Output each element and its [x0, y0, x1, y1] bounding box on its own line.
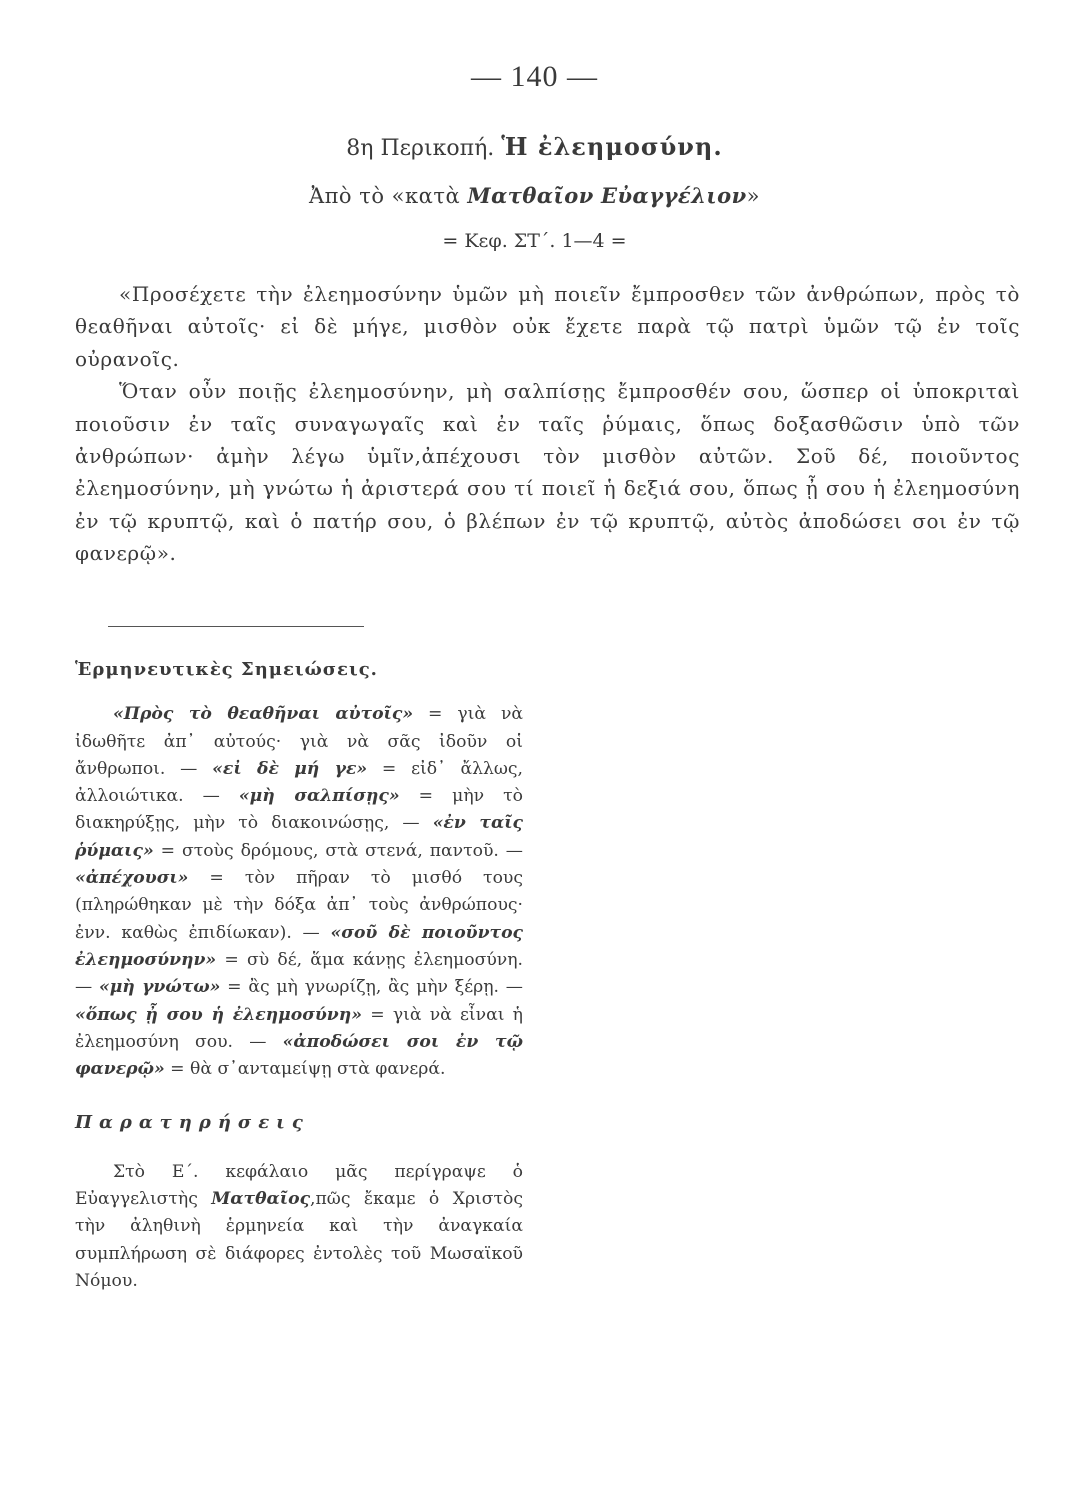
chapter-reference: = Κεφ. ΣΤ΄. 1—4 =: [442, 230, 627, 252]
note-text: = γιὰ νὰ εἶναι ἡ ἐλεημοσύνη σου. —: [75, 1004, 523, 1052]
source-gospel: Εὐαγγέλιον: [600, 183, 747, 208]
note-term: «ὅπως ᾖ σου ἡ ἐλεημοσύνη»: [75, 1004, 362, 1025]
scripture-paragraph: «Προσέχετε τὴν ἐλεημοσύνην ὑμῶν μὴ ποιεῖν ἔμπροσθεν τῶν ἀνθρώπων, πρὸς τὸ θεαθῆναι αὐτοῖς· εἰ δὲ μήγε, μισθὸν οὐκ ἔχετε παρὰ τῷ πατρὶ ὑμῶν τῷ ἐν τοῖς οὐρανοῖς.: [75, 282, 1020, 371]
note-term: «ἐν ταῖς ῥύμαις»: [75, 813, 523, 861]
observations-paragraph: [75, 1159, 523, 1295]
divider: [108, 626, 364, 627]
left-column: [75, 656, 523, 1295]
note-term: «ἀπέχουσι»: [75, 868, 189, 889]
note-text: = στοὺς δρόμους, στὰ στενά, παντοῦ. —: [153, 840, 523, 861]
evangelist-name: Ματθαῖος: [211, 1189, 311, 1210]
scripture-text: [75, 278, 1020, 570]
source-prefix: Ἀπὸ τὸ «κατὰ: [308, 184, 461, 208]
note-text: = μὴν τὸ διακηρύξῃς, μὴν τὸ διακοινώσῃς, —: [75, 786, 524, 834]
section-title: Ἡ ἐλεημοσύνη.: [501, 132, 723, 161]
page-number: — 140 —: [471, 60, 598, 93]
paragraph-text: ,πῶς ἔκαμε ὁ Χριστὸς τὴν ἀληθινὴ ἑρμηνεία καὶ τὴν ἀναγκαία συμπλήρωση σὲ διάφορες ἐντολὲς τοῦ Μωσαϊκοῦ Νόμου.: [75, 1189, 523, 1291]
source-reference: [0, 183, 1069, 208]
note-term: «σοῦ δὲ ποιοῦντος ἐλεημοσύνην»: [75, 922, 523, 970]
note-term: «μὴ γνώτω»: [98, 977, 221, 998]
note-text: = τὸν πῆραν τὸ μισθό τους (πληρώθηκαν μὲ τὴν δόξα ἀπ᾽ τοὺς ἀνθρώπους· ἐνν. καθὼς ἐπιδίωκαν). —: [75, 868, 523, 943]
notes-title: Ἑρμηνευτικὲς Σημειώσεις.: [75, 659, 378, 680]
note-text: = σὺ δέ, ἅμα κάνῃς ἐλεημοσύνη. —: [75, 949, 523, 998]
section-heading: [0, 132, 1069, 161]
section-label: 8η Περικοπή.: [346, 136, 495, 161]
notes-paragraph: [75, 701, 523, 1083]
source-suffix: »: [746, 184, 761, 208]
paragraph-text: Στὸ Ε΄. κεφάλαιο μᾶς περίγραψε ὁ Εὐαγγελιστὴς: [75, 1161, 523, 1210]
note-term: «ἀποδώσει σοι ἐν τῷ φανερῷ»: [75, 1031, 523, 1080]
note-text: = εἰδ᾽ ἄλλως, ἀλλοιώτικα. —: [75, 758, 524, 807]
note-term: «μὴ σαλπίσῃς»: [238, 786, 400, 807]
note-term: «εἰ δὲ μή γε»: [212, 758, 368, 779]
note-text: = ἂς μὴ γνωρίζῃ, ἂς μὴν ξέρῃ. —: [220, 977, 523, 998]
note-text: = θὰ σ᾽ανταμείψῃ στὰ φανερά.: [164, 1059, 446, 1080]
note-term: «Πρὸς τὸ θεαθῆναι αὐτοῖς»: [113, 704, 414, 725]
source-evangelist: Ματθαῖον: [467, 183, 594, 208]
note-text: = γιὰ νὰ ἰδωθῆτε ἀπ᾽ αὐτούς· γιὰ νὰ σᾶς ἰδοῦν οἱ ἄνθρωποι. —: [75, 704, 523, 779]
observations-title: Παρατηρήσεις: [75, 1112, 310, 1134]
scripture-paragraph: Ὅταν οὖν ποιῇς ἐλεημοσύνην, μὴ σαλπίσῃς ἔμπροσθέν σου, ὥσπερ οἱ ὑποκριταὶ ποιοῦσιν ἐν ταῖς συναγωγαῖς καὶ ἐν ταῖς ῥύμαις, ὅπως δοξασθῶσιν ὑπὸ τῶν ἀνθρώπων· ἀμὴν λέγω ὑμῖν,ἀπέχουσι τὸν μισθὸν αὐτῶν. Σοῦ δέ, ποιοῦντος ἐλεημοσύνην, μὴ γνώτω ἡ ἀριστερά σου τί ποιεῖ ἡ δεξιά σου, ὅπως ᾖ σου ἡ ἐλεημοσύνη ἐν τῷ κρυπτῷ, καὶ ὁ πατήρ σου, ὁ βλέπων ἐν τῷ κρυπτῷ, αὐτὸς ἀποδώσει σοι ἐν τῷ φανερῷ».: [75, 379, 1020, 566]
